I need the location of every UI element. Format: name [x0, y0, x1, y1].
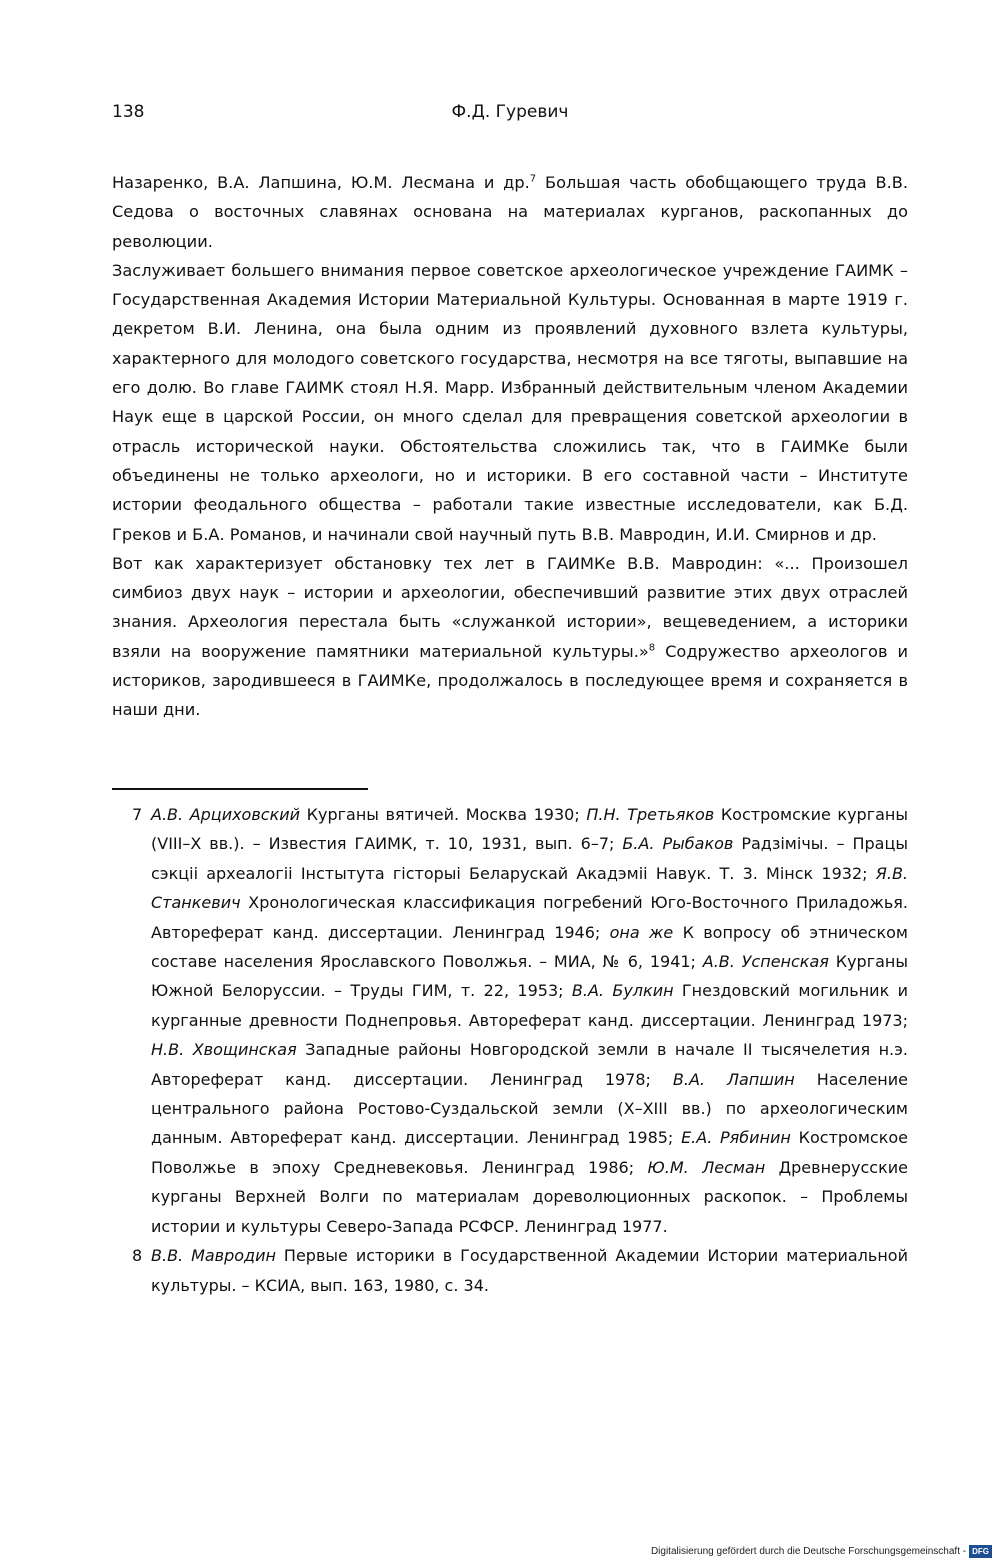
page-number: 138 [112, 102, 145, 122]
author: В.А. Лапшин [672, 1069, 795, 1089]
paragraph-3-text: Вот как характеризует обстановку тех лет в ГАИМКе В.В. Мавродин: «... Произошел симбиоз двух наук – истории и археологии, обеспечивший развитие этих двух отраслей знания. Археология перестала быть «служанкой истории», вещеведением, а историки взяли на вооружение памятники материальной культуры.» [112, 553, 908, 661]
paragraph-1-text-cont: Большая часть обобщающего труда В.В. Седова о восточных славянах основана на материалах курганов, раскопанных до революции. [112, 173, 908, 251]
author: Б.А. Рыбаков [622, 834, 734, 854]
page-header [112, 102, 908, 130]
paragraph-1 [112, 168, 908, 256]
citation: Радзiмiчы. – Працы сэкцii археалогii Iнстытута гiсторыi Беларускай Акадэмii Навук. Т. 3. Мiнск 1932; [151, 834, 909, 883]
footnote-ref-7[interactable]: 7 [529, 173, 537, 185]
author: Я.В. Станкевич [151, 863, 908, 913]
author: П.Н. Третьяков [586, 805, 715, 824]
footnote-ref-8[interactable]: 8 [648, 642, 656, 654]
paragraph-2: Заслуживает большего внимания первое советское археологическое учреждение ГАИМК – Государственная Академия Истории Материальной Культуры. Основанная в марте 1919 г. декретом В.И. Ленина, она была одним из проявлений духовного взлета культуры, характерного для молодого советского государства, несмотря на все тяготы, выпавшие на его долю. Во главе ГАИМК стоял Н.Я. Марр. Избранный действительным членом Академии Наук еще в царской России, он много сделал для превращения советской археологии в отрасль исторической науки. Обстоятельства сложились так, что в ГАИМКе были объединены не только археологи, но и историки. В его составной части – Институте истории феодального общества – работали такие известные исследователи, как Б.Д. Греков и Б.А. Романов, и начинали свой научный путь В.В. Мавродин, И.И. Смирнов и др. [112, 260, 908, 544]
author: А.В. Успенская [702, 952, 829, 972]
author: В.А. Булкин [571, 981, 674, 1001]
author: В.В. Мавродин [151, 1246, 276, 1266]
citation: Древнерусские курганы Верхней Волги по материалам дореволюционных раскопок. – Проблемы истории и культуры Северо-Запада РСФСР. Ленинград 1977. [151, 1157, 909, 1236]
footnote-8 [112, 1241, 908, 1300]
citation: К вопросу об этническом составе населения Ярославского Поволжья. – МИА, № 6, 1941; [151, 922, 909, 972]
main-text [112, 168, 908, 725]
author: Е.А. Рябинин [681, 1128, 791, 1148]
citation: Гнездовский могильник и курганные древности Поднепровья. Автореферат канд. диссертации. Ленинград 1973; [151, 981, 908, 1030]
paragraph-3-text-cont: Содружество археологов и историков, зародившееся в ГАИМКе, продолжалось в последующее время и сохраняется в наши дни. [112, 641, 908, 720]
citation: Хронологическая классификация погребений Юго-Восточного Приладожья. Автореферат канд. диссертации. Ленинград 1946; [151, 893, 908, 942]
footnote-number: 8 [132, 1246, 143, 1266]
author: Н.В. Хвощинская [151, 1040, 297, 1060]
digitization-footer [651, 1545, 992, 1558]
citation: Костромские курганы (VIII–X вв.). – Известия ГАИМК, т. 10, 1931, вып. 6–7; [151, 805, 909, 854]
footnotes [112, 800, 908, 1300]
footnote-number: 7 [132, 805, 143, 824]
footnote-separator [112, 788, 368, 790]
paragraph-1-text: Назаренко, В.А. Лапшина, Ю.М. Лесмана и др. [112, 173, 530, 192]
running-head: Ф.Д. Гуревич [451, 102, 569, 122]
author: Ю.М. Лесман [647, 1157, 766, 1177]
citation: Первые историки в Государственной Академии Истории материальной культуры. – КСИА, вып. 163, 1980, с. 34. [151, 1246, 908, 1295]
citation: Костромское Поволжье в эпоху Средневековья. Ленинград 1986; [151, 1128, 909, 1177]
dfg-logo: DFG [969, 1545, 992, 1558]
footnote-7 [112, 800, 908, 1241]
author: А.В. Арциховский [151, 805, 301, 824]
footer-text: Digitalisierung gefördert durch die Deutsche Forschungsgemeinschaft - [650, 1546, 967, 1557]
citation: Западные районы Новгородской земли в начале II тысячелетия н.э. Автореферат канд. диссертации. Ленинград 1978; [151, 1040, 909, 1089]
citation: Курганы Южной Белоруссии. – Труды ГИМ, т. 22, 1953; [151, 952, 908, 1001]
citation: Население центрального района Ростово-Суздальской земли (X–XIII вв.) по археологическим данным. Автореферат канд. диссертации. Ленинград 1985; [151, 1069, 909, 1148]
paragraph-3 [112, 549, 908, 725]
author: она же [609, 922, 674, 942]
citation: Курганы вятичей. Москва 1930; [300, 805, 587, 824]
